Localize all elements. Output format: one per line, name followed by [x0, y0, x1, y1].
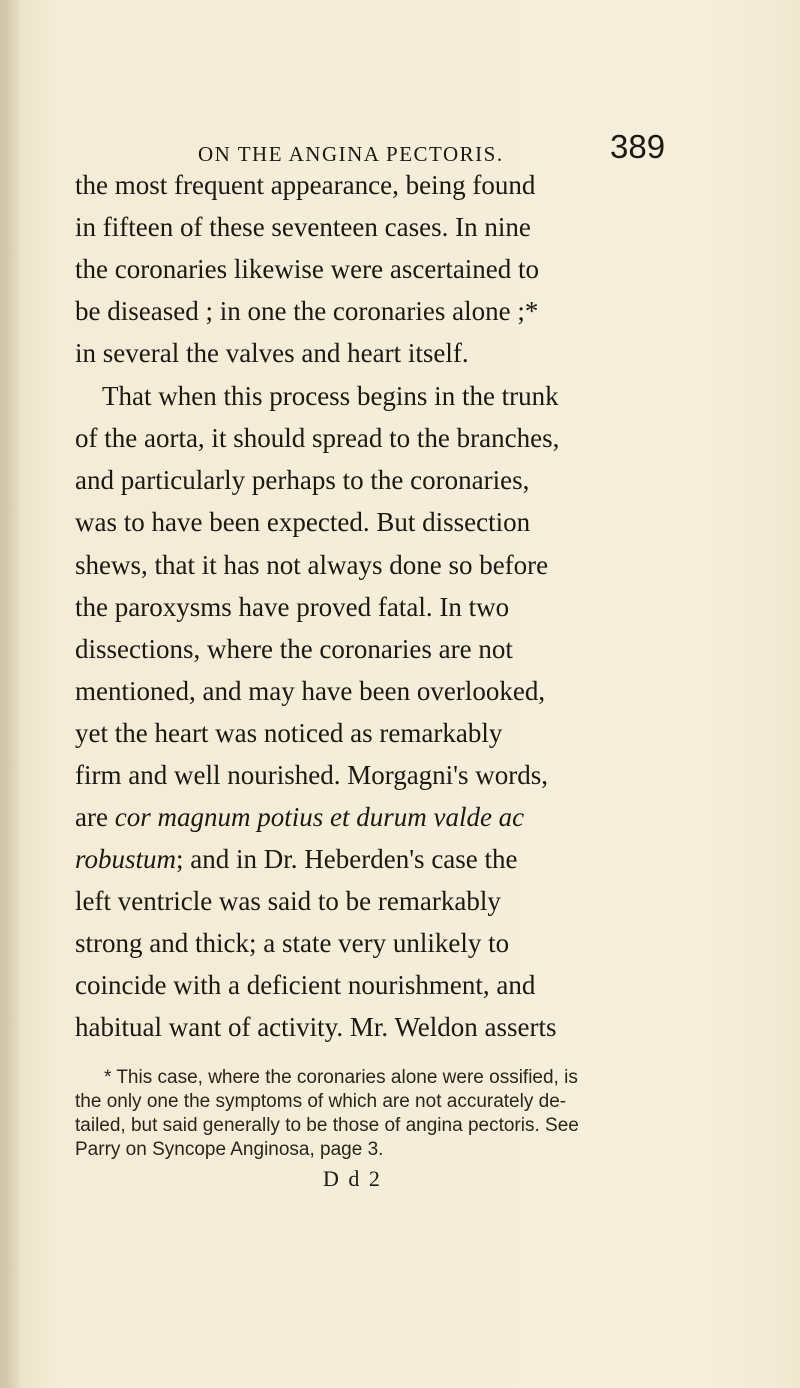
text-line-latin-end — [75, 839, 518, 879]
text-line: of the aorta, it should spread to the branches, — [75, 423, 560, 453]
text-line: firm and well nourished. Morgagni's words, — [75, 760, 549, 790]
latin-quote: cor magnum potius et durum valde ac — [114, 802, 525, 832]
text-line-latin-lead: are — [75, 802, 115, 832]
text-line: yet the heart was noticed as remarkably — [75, 718, 503, 748]
signature-mark: D d 2 — [323, 1166, 382, 1191]
text-line: in fifteen of these seventeen cases. In nine — [75, 212, 531, 242]
text-line: habitual want of activity. Mr. Weldon asserts — [75, 1012, 557, 1042]
text-line: the paroxysms have proved fatal. In two — [75, 592, 510, 622]
text-line: That when this process begins in the trunk — [102, 381, 559, 411]
text-line: and particularly perhaps to the coronaries, — [75, 465, 530, 495]
text-line: the coronaries likewise were ascertained to — [75, 254, 540, 284]
text-line: coincide with a deficient nourishment, and — [75, 970, 536, 1000]
text-line: the most frequent appearance, being found — [75, 170, 536, 200]
text-line: mentioned, and may have been overlooked, — [75, 676, 546, 706]
footnote-line: * This case, where the coronaries alone were ossified, is — [104, 1067, 578, 1088]
running-head — [0, 128, 800, 168]
text-line-latin-end-tail: ; and in Dr. Heberden's case the — [176, 844, 518, 874]
footnote-line: tailed, but said generally to be those of angina pectoris. See — [75, 1115, 579, 1136]
footnote-line: Parry on Syncope Anginosa, page 3. — [75, 1139, 384, 1160]
text-line: strong and thick; a state very unlikely to — [75, 928, 510, 958]
latin-quote-end: robustum — [75, 844, 177, 874]
footnote-line: the only one the symptoms of which are not accurately de- — [75, 1091, 567, 1112]
text-line: shews, that it has not always done so before — [75, 550, 549, 580]
text-line: be diseased ; in one the coronaries alone ;* — [75, 296, 539, 326]
text-line: in several the valves and heart itself. — [75, 338, 469, 368]
text-line-latin — [75, 797, 524, 837]
text-line: was to have been expected. But dissection — [75, 507, 531, 537]
text-line: left ventricle was said to be remarkably — [75, 886, 501, 916]
page-number: 389 — [610, 128, 666, 165]
running-title: ON THE ANGINA PECTORIS. — [198, 142, 504, 166]
spine-shadow — [0, 0, 22, 1388]
text-line: dissections, where the coronaries are not — [75, 634, 513, 664]
